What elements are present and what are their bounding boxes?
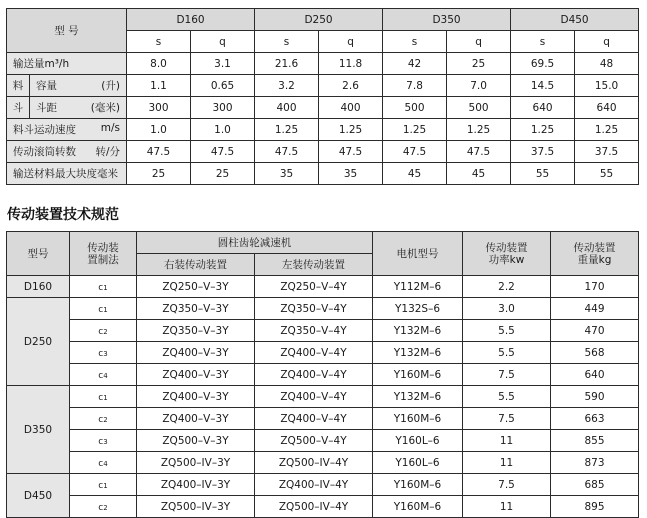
method-cell [70,364,137,386]
value-cell: 47.5 [255,141,319,163]
method-letter: c [98,304,104,315]
row-label-text: 料斗运动速度 [13,124,76,136]
power-cell: 5.5 [463,386,551,408]
right-drive-cell: ZQ400–V–3Y [137,342,255,364]
left-drive-cell: ZQ500–IV–4Y [255,496,373,518]
drive-spec-table [6,231,639,518]
bucket-side-char: 料 [7,75,30,96]
power-cell: 11 [463,452,551,474]
weight-cell: 663 [551,408,639,430]
power-header [463,232,551,276]
row-label-text: 输送材料最大块度毫米 [13,168,118,180]
method-subscript: 3 [103,349,108,358]
value-cell: 21.6 [255,53,319,75]
reducer-header: 圆柱齿轮减速机 [137,232,373,254]
value-cell: 25 [127,163,191,185]
method-subscript: 2 [103,415,108,424]
power-cell: 3.0 [463,298,551,320]
motor-header: 电机型号 [373,232,463,276]
table-row [7,276,639,298]
method-letter: c [98,282,104,293]
value-cell: 35 [255,163,319,185]
method-header [70,232,137,276]
sub-header: q [319,31,383,53]
weight-cell: 470 [551,320,639,342]
row-label-unit: 转/分 [95,146,120,158]
right-drive-header: 右装传动装置 [137,254,255,276]
value-cell: 25 [191,163,255,185]
method-cell [70,496,137,518]
method-cell [70,342,137,364]
right-drive-cell: ZQ350–V–3Y [137,320,255,342]
right-drive-cell: ZQ500–IV–3Y [137,452,255,474]
row-label [7,75,127,97]
right-drive-cell: ZQ400–IV–3Y [137,474,255,496]
method-letter: c [98,392,104,403]
weight-cell: 895 [551,496,639,518]
row-label-unit: m/s [100,122,120,134]
table-row [7,320,639,342]
model-header: D450 [511,9,639,31]
method-cell [70,452,137,474]
table-row [7,364,639,386]
row-label-text: 斗距 [36,102,57,114]
value-cell: 42 [383,53,447,75]
bucket-side-char: 斗 [7,97,30,118]
method-subscript: 2 [103,327,108,336]
sub-header: q [191,31,255,53]
row-label-unit: (毫米) [90,102,120,114]
method-cell [70,298,137,320]
method-cell [70,430,137,452]
right-drive-cell: ZQ250–V–3Y [137,276,255,298]
motor-cell: Y160L–6 [373,430,463,452]
sub-header: q [575,31,639,53]
model-cell: D450 [7,474,70,518]
spec-table [6,8,639,185]
value-cell: 48 [575,53,639,75]
value-cell: 1.25 [319,119,383,141]
weight-header [551,232,639,276]
row-label [7,53,127,75]
right-drive-cell: ZQ400–V–3Y [137,364,255,386]
value-cell: 37.5 [511,141,575,163]
value-cell: 15.0 [575,75,639,97]
weight-cell: 685 [551,474,639,496]
left-drive-cell: ZQ500–IV–4Y [255,452,373,474]
value-cell: 500 [383,97,447,119]
power-cell: 11 [463,430,551,452]
table-row [7,53,639,75]
value-cell: 300 [191,97,255,119]
row-label [7,163,127,185]
left-drive-cell: ZQ350–V–4Y [255,298,373,320]
sub-header: s [127,31,191,53]
motor-cell: Y160M–6 [373,474,463,496]
method-subscript: 1 [103,481,108,490]
value-cell: 55 [575,163,639,185]
method-subscript: 4 [103,371,108,380]
method-subscript: 1 [103,393,108,402]
motor-cell: Y160M–6 [373,496,463,518]
value-cell: 45 [383,163,447,185]
sub-header: s [511,31,575,53]
left-drive-cell: ZQ400–V–4Y [255,408,373,430]
method-letter: c [98,348,104,359]
value-cell: 3.1 [191,53,255,75]
power-cell: 5.5 [463,342,551,364]
weight-cell: 568 [551,342,639,364]
table-row [7,408,639,430]
row-label-unit: (升) [101,80,120,92]
value-cell: 0.65 [191,75,255,97]
value-cell: 25 [447,53,511,75]
motor-cell: Y160L–6 [373,452,463,474]
value-cell: 1.0 [191,119,255,141]
power-cell: 11 [463,496,551,518]
table-row [7,163,639,185]
weight-cell: 855 [551,430,639,452]
value-cell: 640 [511,97,575,119]
table-row [7,298,639,320]
table-row [7,496,639,518]
method-letter: c [98,370,104,381]
table-row [7,430,639,452]
method-subscript: 3 [103,437,108,446]
right-drive-cell: ZQ400–V–3Y [137,408,255,430]
right-drive-cell: ZQ500–V–3Y [137,430,255,452]
value-cell: 1.0 [127,119,191,141]
value-cell: 37.5 [575,141,639,163]
method-header-line: 置制法 [87,253,119,266]
method-header-line: 传动装 [87,241,119,254]
model-cell: D250 [7,298,70,386]
motor-cell: Y112M–6 [373,276,463,298]
value-cell: 11.8 [319,53,383,75]
row-label-text: 容量 [36,80,57,92]
value-cell: 14.5 [511,75,575,97]
value-cell: 1.25 [511,119,575,141]
value-cell: 47.5 [127,141,191,163]
motor-cell: Y132S–6 [373,298,463,320]
value-cell: 7.8 [383,75,447,97]
weight-header-line: 传动装置 [573,241,616,254]
table-row [7,452,639,474]
method-letter: c [98,480,104,491]
method-letter: c [98,502,104,513]
sub-header: s [255,31,319,53]
value-cell: 47.5 [191,141,255,163]
model-header: D160 [127,9,255,31]
table-row [7,342,639,364]
value-cell: 1.25 [255,119,319,141]
value-cell: 300 [127,97,191,119]
value-cell: 55 [511,163,575,185]
weight-header-line: 重量kg [577,253,612,266]
weight-cell: 170 [551,276,639,298]
value-cell: 47.5 [383,141,447,163]
value-cell: 47.5 [319,141,383,163]
method-cell [70,408,137,430]
power-cell: 7.5 [463,408,551,430]
motor-cell: Y132M–6 [373,342,463,364]
right-drive-cell: ZQ400–V–3Y [137,386,255,408]
right-drive-cell: ZQ350–V–3Y [137,298,255,320]
model-header: D350 [383,9,511,31]
method-letter: c [98,414,104,425]
value-cell: 45 [447,163,511,185]
method-letter: c [98,458,104,469]
value-cell: 3.2 [255,75,319,97]
weight-cell: 590 [551,386,639,408]
table-row [7,97,639,119]
row-label-text: 传动滚筒转数 [13,146,76,158]
table-row [7,141,639,163]
method-letter: c [98,326,104,337]
row-label [7,97,127,119]
method-subscript: 4 [103,459,108,468]
motor-cell: Y160M–6 [373,408,463,430]
weight-cell: 873 [551,452,639,474]
method-cell [70,474,137,496]
method-cell [70,320,137,342]
section-title: 传动装置技术规范 [7,207,119,223]
left-drive-header: 左装传动装置 [255,254,373,276]
row-label [7,141,127,163]
type-header: 型号 [7,232,70,276]
method-cell [70,386,137,408]
left-drive-cell: ZQ400–V–4Y [255,364,373,386]
power-cell: 7.5 [463,364,551,386]
model-cell: D350 [7,386,70,474]
value-cell: 400 [319,97,383,119]
value-cell: 1.25 [447,119,511,141]
model-cell: D160 [7,276,70,298]
value-cell: 640 [575,97,639,119]
value-cell: 8.0 [127,53,191,75]
weight-cell: 449 [551,298,639,320]
value-cell: 1.25 [575,119,639,141]
method-cell [70,276,137,298]
motor-cell: Y132M–6 [373,386,463,408]
right-drive-cell: ZQ500–IV–3Y [137,496,255,518]
value-cell: 500 [447,97,511,119]
power-cell: 7.5 [463,474,551,496]
value-cell: 47.5 [447,141,511,163]
value-cell: 35 [319,163,383,185]
power-cell: 5.5 [463,320,551,342]
value-cell: 400 [255,97,319,119]
table-row [7,75,639,97]
left-drive-cell: ZQ400–V–4Y [255,386,373,408]
motor-cell: Y132M–6 [373,320,463,342]
power-header-line: 功率kw [488,253,525,266]
value-cell: 2.6 [319,75,383,97]
row-label-text: 输送量m³/h [13,58,70,70]
sub-header: q [447,31,511,53]
power-header-line: 传动装置 [485,241,528,254]
method-subscript: 1 [103,305,108,314]
left-drive-cell: ZQ500–V–4Y [255,430,373,452]
model-header: D250 [255,9,383,31]
value-cell: 7.0 [447,75,511,97]
sub-header: s [383,31,447,53]
table-row [7,119,639,141]
method-subscript: 1 [103,283,108,292]
weight-cell: 640 [551,364,639,386]
value-cell: 1.1 [127,75,191,97]
power-cell: 2.2 [463,276,551,298]
left-drive-cell: ZQ400–IV–4Y [255,474,373,496]
value-cell: 69.5 [511,53,575,75]
method-subscript: 2 [103,503,108,512]
table-row [7,386,639,408]
left-drive-cell: ZQ350–V–4Y [255,320,373,342]
table-row [7,474,639,496]
left-drive-cell: ZQ400–V–4Y [255,342,373,364]
method-letter: c [98,436,104,447]
row-label [7,119,127,141]
left-drive-cell: ZQ250–V–4Y [255,276,373,298]
type-header: 型 号 [7,9,127,53]
motor-cell: Y160M–6 [373,364,463,386]
value-cell: 1.25 [383,119,447,141]
